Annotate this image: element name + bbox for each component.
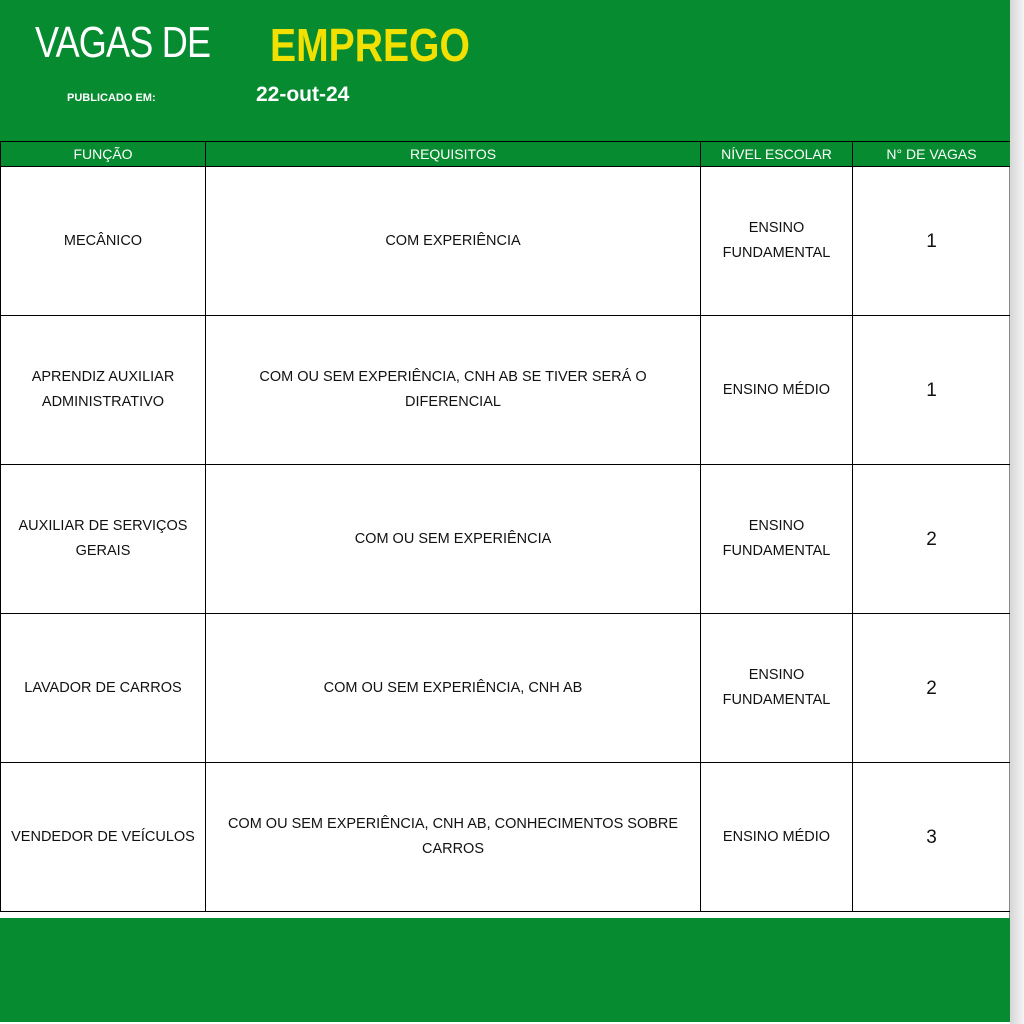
published-date: 22-out-24 [256,83,350,106]
cell-requisitos: COM OU SEM EXPERIÊNCIA, CNH AB, CONHECIMENTOS SOBRE CARROS [206,763,701,912]
column-header-requisitos: REQUISITOS [206,142,701,167]
cell-requisitos: COM OU SEM EXPERIÊNCIA, CNH AB SE TIVER SERÁ O DIFERENCIAL [206,316,701,465]
cell-nivel-escolar: ENSINO MÉDIO [701,316,853,465]
table-row [1,167,1011,316]
cell-nivel-escolar: ENSINO FUNDAMENTAL [701,614,853,763]
jobs-table [0,141,1011,912]
column-header-numero-vagas: N° DE VAGAS [853,142,1011,167]
published-label: PUBLICADO EM: [67,92,156,104]
table-row [1,763,1011,912]
page-edge-strip [1010,0,1024,1024]
cell-nivel-escolar: ENSINO FUNDAMENTAL [701,167,853,316]
title-emprego: EMPREGO [270,19,470,71]
cell-funcao: LAVADOR DE CARROS [1,614,206,763]
cell-numero-vagas: 1 [853,316,1011,465]
table-row [1,614,1011,763]
cell-funcao: APRENDIZ AUXILIAR ADMINISTRATIVO [1,316,206,465]
cell-funcao: AUXILIAR DE SERVIÇOS GERAIS [1,465,206,614]
cell-requisitos: COM OU SEM EXPERIÊNCIA [206,465,701,614]
cell-funcao: VENDEDOR DE VEÍCULOS [1,763,206,912]
cell-numero-vagas: 2 [853,465,1011,614]
table-header-row [1,142,1011,167]
cell-numero-vagas: 3 [853,763,1011,912]
cell-requisitos: COM EXPERIÊNCIA [206,167,701,316]
table-row [1,316,1011,465]
footer-banner [0,918,1010,1022]
cell-requisitos: COM OU SEM EXPERIÊNCIA, CNH AB [206,614,701,763]
cell-funcao: MECÂNICO [1,167,206,316]
title-vagas-de: VAGAS DE [35,18,211,67]
column-header-funcao: FUNÇÃO [1,142,206,167]
table-row [1,465,1011,614]
cell-numero-vagas: 2 [853,614,1011,763]
header-banner [0,0,1010,141]
cell-nivel-escolar: ENSINO MÉDIO [701,763,853,912]
cell-nivel-escolar: ENSINO FUNDAMENTAL [701,465,853,614]
column-header-nivel-escolar: NÍVEL ESCOLAR [701,142,853,167]
cell-numero-vagas: 1 [853,167,1011,316]
